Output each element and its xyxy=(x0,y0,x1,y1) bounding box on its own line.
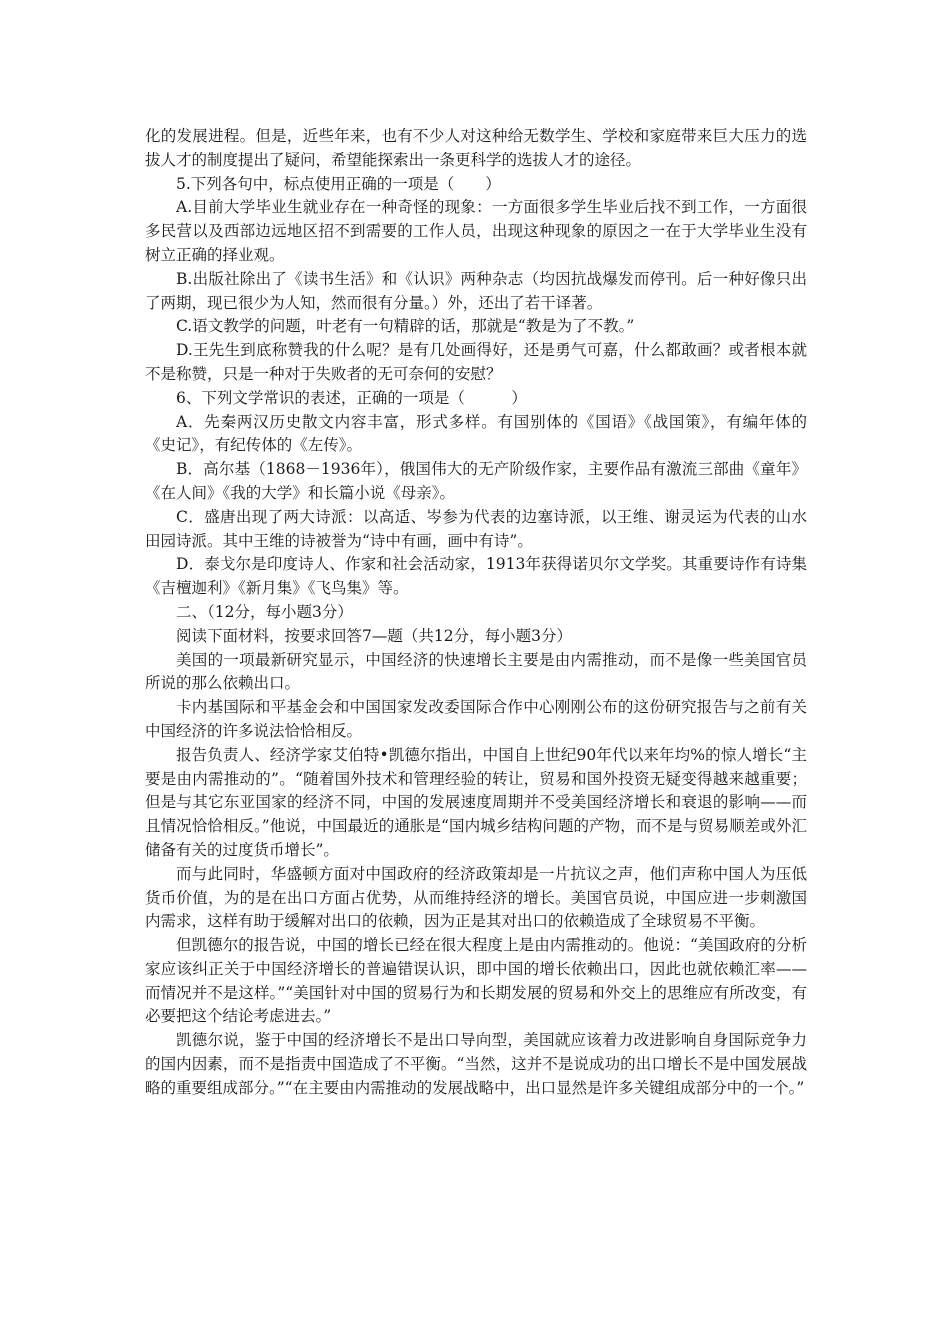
article-paragraph-5: 但凯德尔的报告说，中国的增长已经在很大程度上是由内需推动的。他说：“美国政府的分析家应该纠正关于中国经济增长的普遍错误认识，即中国的增长依赖出口，因此也就依赖汇率——而情况并不是这样。”“美国针对中国的贸易行为和长期发展的贸易和外交上的思维应有所改变，有必要把这个结论考虑进去。” xyxy=(145,936,807,1026)
question-5-option-a: A.目前大学毕业生就业存在一种奇怪的现象：一方面很多学生毕业后找不到工作，一方面很多民营以及西部边远地区招不到需要的工作人员，出现这种现象的原因之一在于大学毕业生没有树立正确的择业观。 xyxy=(145,198,807,264)
article-paragraph-4: 而与此同时，华盛顿方面对中国政府的经济政策却是一片抗议之声，他们声称中国人为压低货币价值，为的是在出口方面占优势，从而维持经济的增长。美国官员说，中国应进一步刺激国内需求，这样有助于缓解对出口的依赖，因为正是其对出口的依赖造成了全球贸易不平衡。 xyxy=(145,864,807,931)
section-2-instruction: 阅读下面材料，按要求回答7—题（共12分，每小题3分） xyxy=(176,626,572,645)
question-6-option-d: D．泰戈尔是印度诗人、作家和社会活动家，1913年获得诺贝尔文学奖。其重要诗作有诗集《吉檀迦利》《新月集》《飞鸟集》等。 xyxy=(145,555,807,598)
article-paragraph-1: 美国的一项最新研究显示，中国经济的快速增长主要是由内需推动，而不是像一些美国官员所说的那么依赖出口。 xyxy=(145,650,807,693)
paragraph-intro-continuation: 化的发展进程。但是，近些年来，也有不少人对这种给无数学生、学校和家庭带来巨大压力的选拔人才的制度提出了疑问，希望能探索出一条更科学的选拔人才的途径。 xyxy=(145,127,807,169)
document-page xyxy=(145,125,807,1101)
question-5-option-b: B.出版社除出了《读书生活》和《认识》两种杂志（均因抗战爆发而停刊。后一种好像只出了两期，现已很少为人知，然而很有分量。）外，还出了若干译著。 xyxy=(145,269,807,312)
question-6-option-b: B．高尔基（1868－1936年），俄国伟大的无产阶级作家，主要作品有激流三部曲《童年》《在人间》《我的大学》和长篇小说《母亲》。 xyxy=(145,460,807,502)
question-5-stem: 5.下列各句中，标点使用正确的一项是（ ） xyxy=(176,174,501,193)
section-2-heading: 二、（12分，每小题3分） xyxy=(176,602,353,621)
question-5-option-c: C.语文教学的问题，叶老有一句精辟的话，那就是“教是为了不教。” xyxy=(176,317,635,336)
article-paragraph-2: 卡内基国际和平基金会和中国国家发改委国际合作中心刚刚公布的这份研究报告与之前有关中国经济的许多说法恰恰相反。 xyxy=(145,698,807,740)
question-5-option-d: D.王先生到底称赞我的什么呢？是有几处画得好，还是勇气可嘉，什么都敢画？或者根本就不是称赞，只是一种对于失败者的无可奈何的安慰？ xyxy=(145,341,807,383)
article-paragraph-3: 报告负责人、经济学家艾伯特•凯德尔指出，中国自上世纪90年代以来年均%的惊人增长“主要是由内需推动的”。“随着国外技术和管理经验的转让，贸易和国外投资无疑变得越来越重要；但是与其它东亚国家的经济不同，中国的发展速度周期并不受美国经济增长和衰退的影响——而且情况恰恰相反。”他说，中国最近的通胀是“国内城乡结构问题的产物，而不是与贸易顺差或外汇储备有关的过度货币增长”。 xyxy=(145,745,807,859)
question-6-option-a: A．先秦两汉历史散文内容丰富，形式多样。有国别体的《国语》《战国策》，有编年体的《史记》，有纪传体的《左传》。 xyxy=(145,412,807,455)
question-6-option-c: C．盛唐出现了两大诗派：以高适、岑参为代表的边塞诗派，以王维、谢灵运为代表的山水田园诗派。其中王维的诗被誉为“诗中有画，画中有诗”。 xyxy=(145,507,807,550)
article-paragraph-6: 凯德尔说，鉴于中国的经济增长不是出口导向型，美国就应该着力改进影响自身国际竞争力的国内因素，而不是指责中国造成了不平衡。“当然，这并不是说成功的出口增长不是中国发展战略的重要组成部分。”“在主要由内需推动的发展战略中，出口显然是许多关键组成部分中的一个。” xyxy=(145,1031,807,1097)
question-6-stem: 6、下列文学常识的表述，正确的一项是（ ） xyxy=(176,388,527,407)
